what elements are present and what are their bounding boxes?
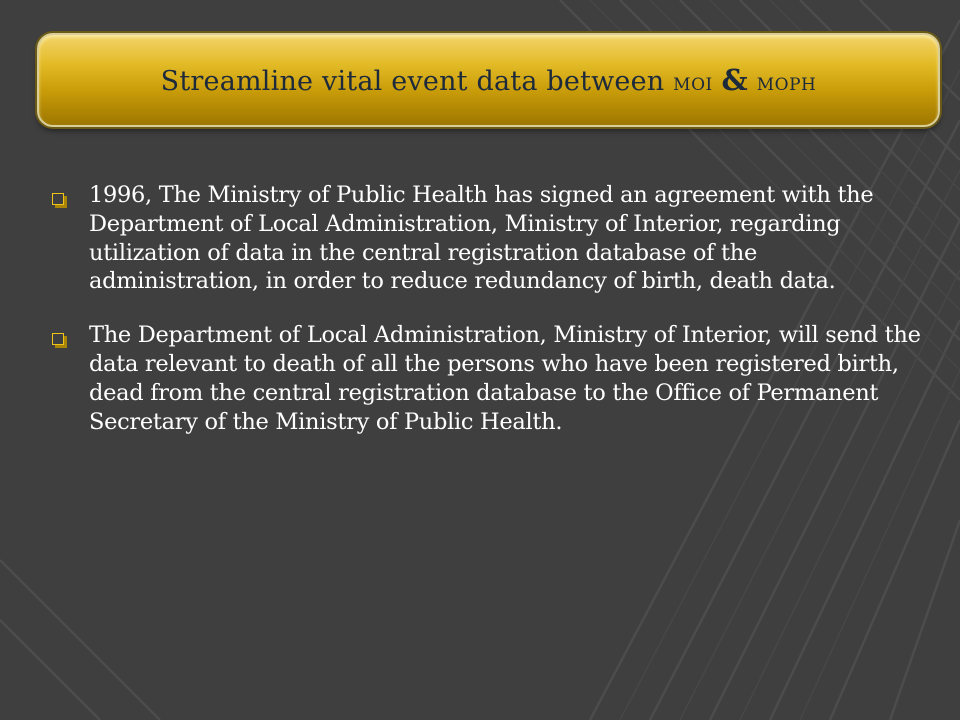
- bullet-text: 1996, The Ministry of Public Health has signed an agreement with the Department of Local Administration, Ministry of Interior, regarding utilization of data in the central registration database of the administration, in order to reduce redundancy of birth, death data.: [89, 182, 874, 295]
- slide-title: [161, 63, 817, 97]
- slide-title-org-moph: MOPH: [756, 75, 817, 95]
- slide-title-ampersand: &: [721, 63, 748, 97]
- bullet-list: [52, 181, 922, 461]
- slide-title-main: Streamline vital event data between: [160, 66, 674, 97]
- bullet-text: The Department of Local Administration, Ministry of Interior, will send the data relevant to death of all the persons who have been registered birth, dead from the central registration database to the Office of Permanent Secretary of the Ministry of Public Health.: [89, 322, 921, 435]
- slide-title-org-moi: MOI: [673, 75, 713, 95]
- bullet-item: [52, 321, 922, 436]
- bullet-item: [52, 181, 922, 296]
- square-bullet-icon: [52, 193, 66, 207]
- slide-title-bar: [37, 33, 940, 127]
- square-bullet-icon: [52, 333, 66, 347]
